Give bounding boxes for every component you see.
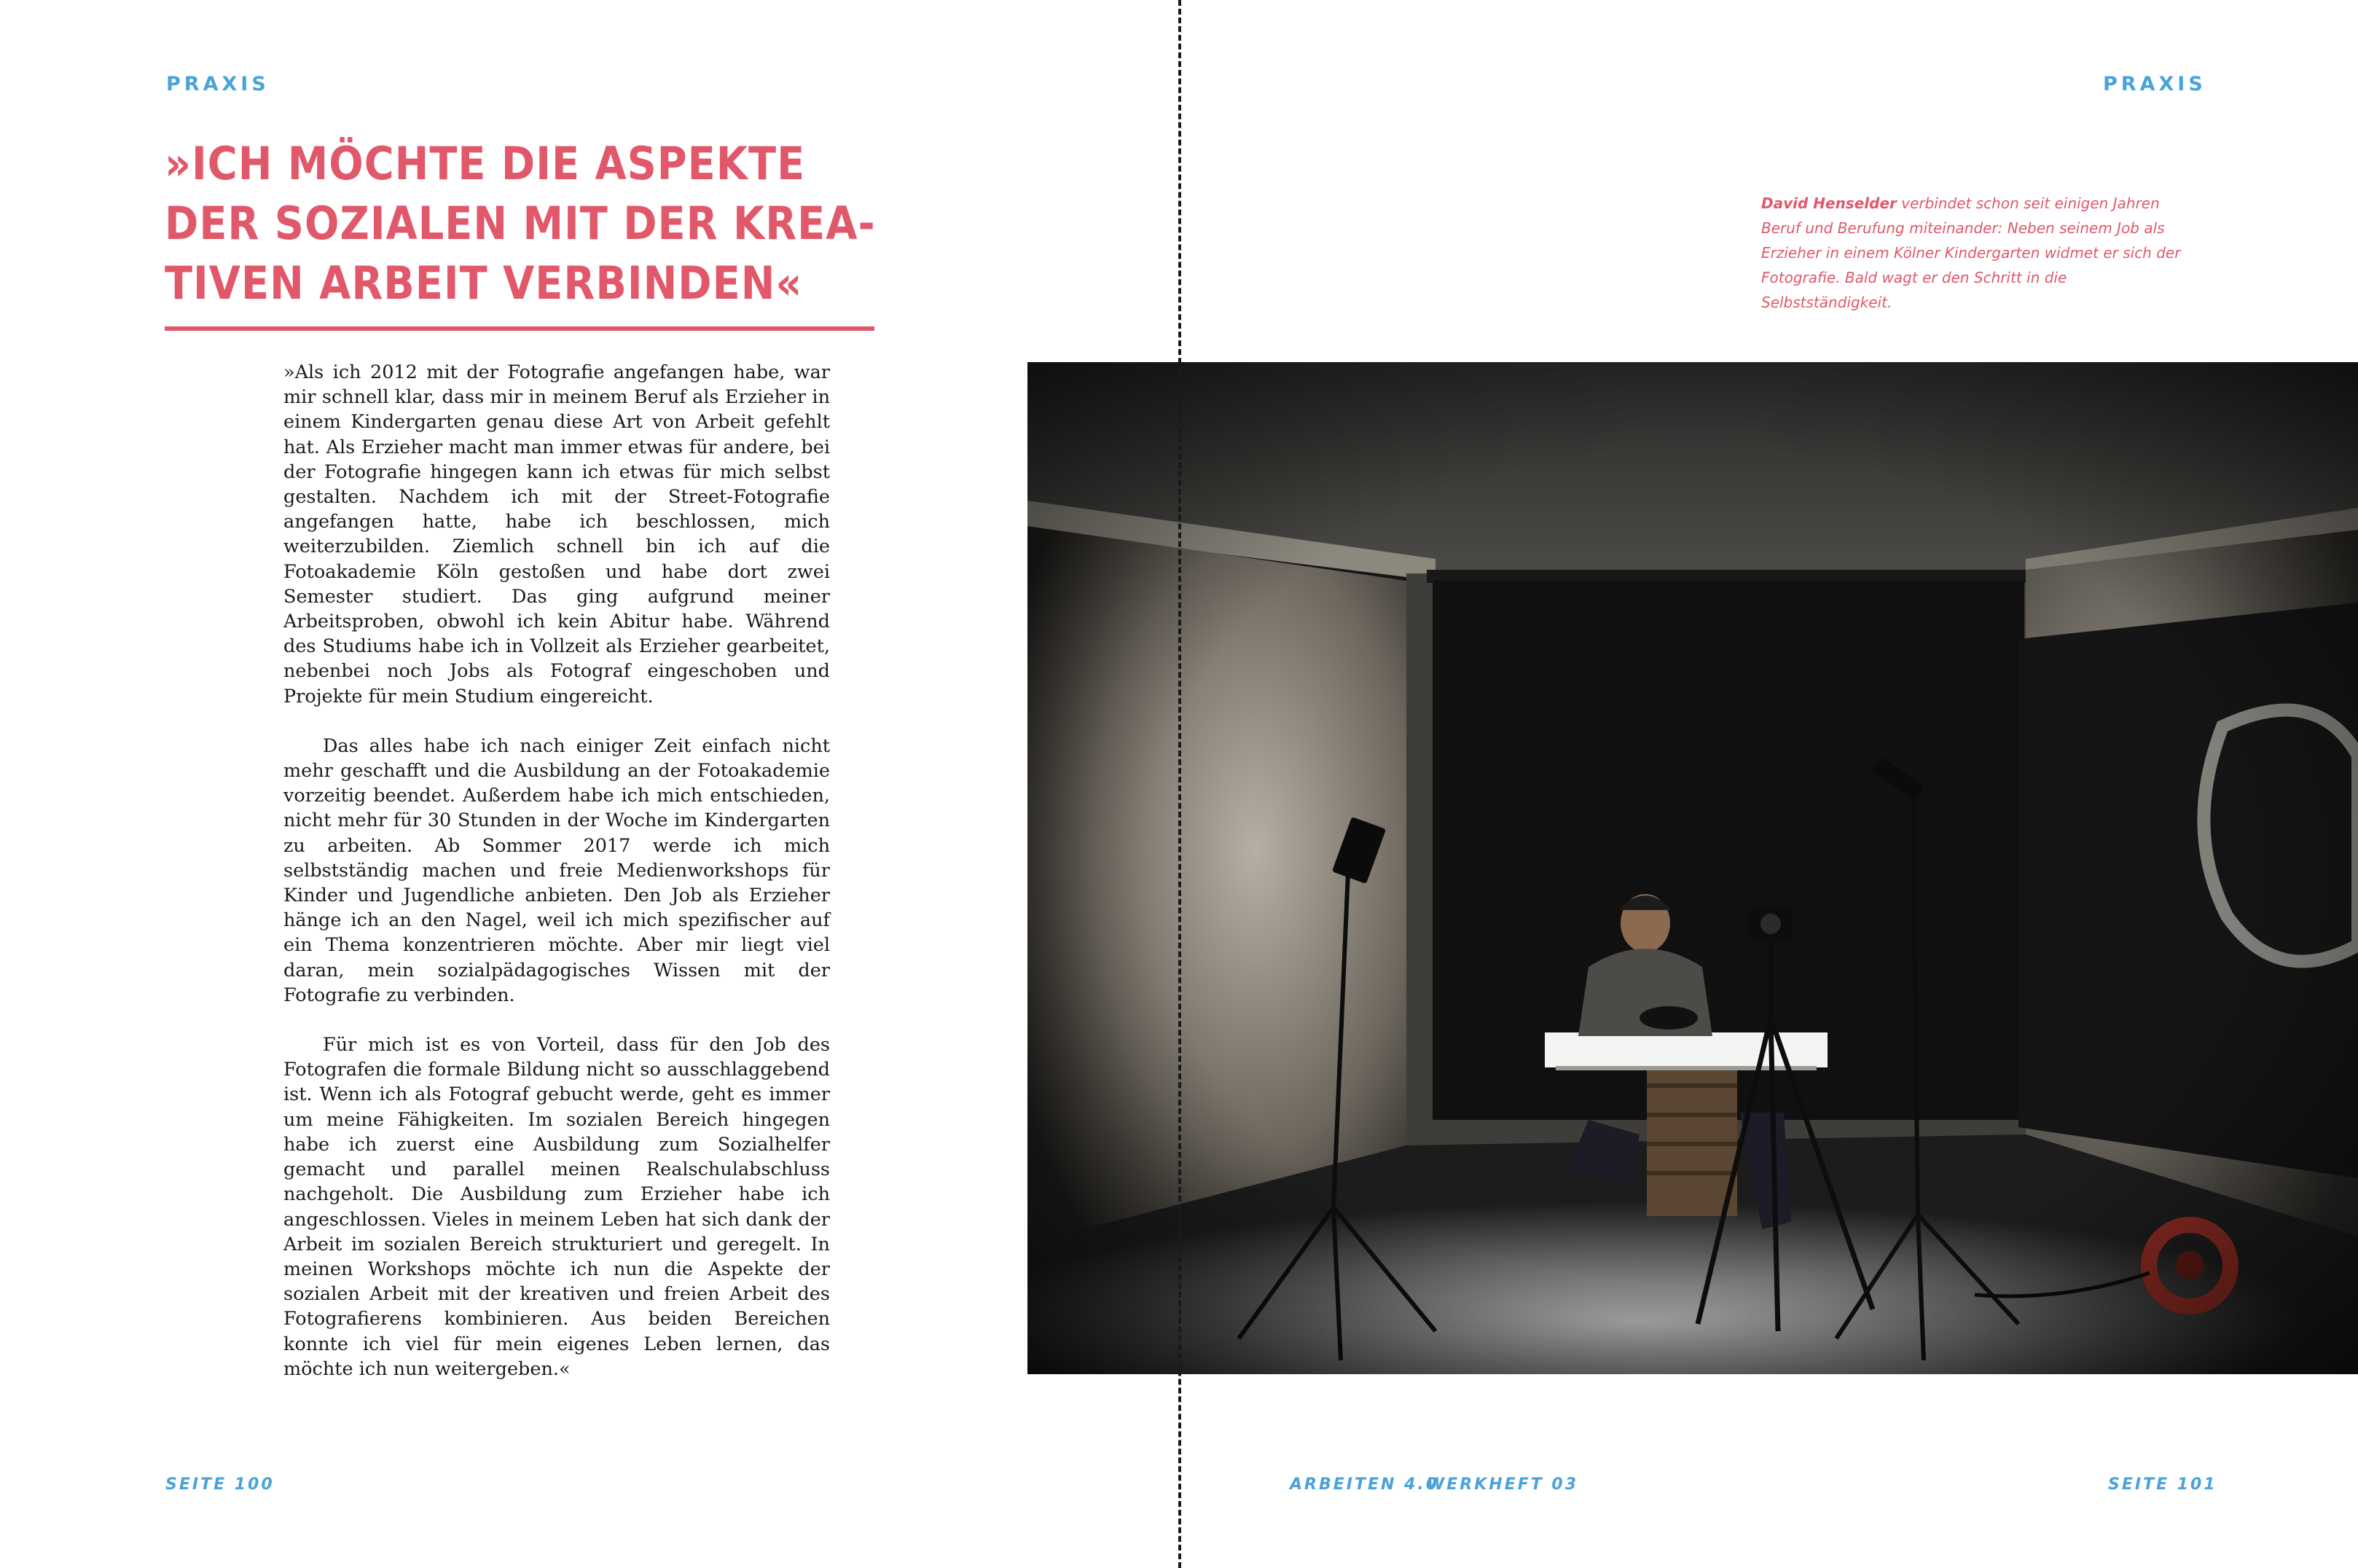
issue-title: WERKHEFT 03 (1427, 1475, 1579, 1494)
page-number-right: SEITE 101 (2108, 1475, 2217, 1494)
caption-name: David Henselder (1761, 195, 1897, 212)
caption-text: verbindet schon seit einigen Jahren Beruf und Berufung miteinander: Neben seinem Job als Erzieher in einem Kölner Kindergarten widmet er sich der Fotografie. Bald wagt er den Schritt in die Selbstständigkeit. (1761, 195, 2181, 311)
paragraph-1: »Als ich 2012 mit der Fotografie angefangen habe, war mir schnell klar, dass mir in meinem Beruf als Erzieher in einem Kindergarten genau diese Art von Arbeit gefehlt hat. Als Erzieher macht man immer etwas für andere, bei der Fotografie hingegen kann ich etwas für mich selbst gestalten. Nachdem ich mit der Street-Fotografie angefangen hatte, habe ich beschlossen, mich weiterzubilden. Ziemlich schnell bin ich auf die Fotoakademie Köln gestoßen und habe dort zwei Semester studiert. Das ging aufgrund meiner Arbeitsproben, obwohl ich kein Abitur habe. Während des Studiums habe ich in Vollzeit als Erzieher gearbeitet, nebenbei noch Jobs als Fotograf eingeschoben und Projekte für mein Studium eingereicht. (283, 361, 830, 707)
article-headline (165, 134, 893, 313)
page-number-left: SEITE 100 (165, 1475, 275, 1494)
studio-photo (1027, 362, 2358, 1374)
article-body (283, 360, 830, 1406)
paragraph-2: Das alles habe ich nach einiger Zeit einfach nicht mehr geschafft und die Ausbildung an der Fotoakademie vorzeitig beendet. Außerdem habe ich mich entschieden, nicht mehr für 30 Stunden in der Woche im Kindergarten zu arbeiten. Ab Sommer 2017 werde ich mich selbstständig machen und freie Medienworkshops für Kinder und Jugendliche anbieten. Den Job als Erzieher hänge ich an den Nagel, weil ich mich spezifischer auf ein Thema konzentrieren möchte. Aber mir liegt viel daran, mein sozialpädagogisches Wissen mit der Fotografie zu verbinden. (283, 734, 830, 1006)
headline-line-1: »ICH MÖCHTE DIE ASPEKTE (165, 137, 806, 190)
page-fold-divider (1178, 0, 1181, 1568)
paragraph-3: Für mich ist es von Vorteil, dass für den Job des Fotografen die formale Bildung nicht so ausschlaggebend ist. Wenn ich als Fotograf gebucht werde, geht es immer um meine Fähigkeiten. Im sozialen Bereich hingegen habe ich zuerst eine Ausbildung zum Sozialhelfer gemacht und parallel meinen Realschulabschluss nachgeholt. Die Ausbildung zum Erzieher habe ich angeschlossen. Vieles in meinem Leben hat sich dank der Arbeit im sozialen Bereich strukturiert und geregelt. In meinen Workshops möchte ich nun die Aspekte der sozialen Arbeit mit der kreativen und freien Arbeit des Fotografierens kombinieren. Aus beiden Bereichen konnte ich viel für mein eigenes Leben lernen, das möchte ich nun weitergeben.« (283, 1034, 830, 1380)
headline-line-2: DER SOZIALEN MIT DER KREA- (165, 197, 876, 250)
studio-photo-illustration (1027, 362, 2358, 1374)
publication-title: ARBEITEN 4.0 (1290, 1475, 1440, 1494)
headline-underline (165, 326, 874, 331)
headline-line-3: TIVEN ARBEIT VERBINDEN« (165, 256, 803, 310)
photo-caption (1761, 191, 2198, 315)
section-label-left: PRAXIS (166, 73, 270, 95)
section-label-right: PRAXIS (2103, 73, 2206, 95)
